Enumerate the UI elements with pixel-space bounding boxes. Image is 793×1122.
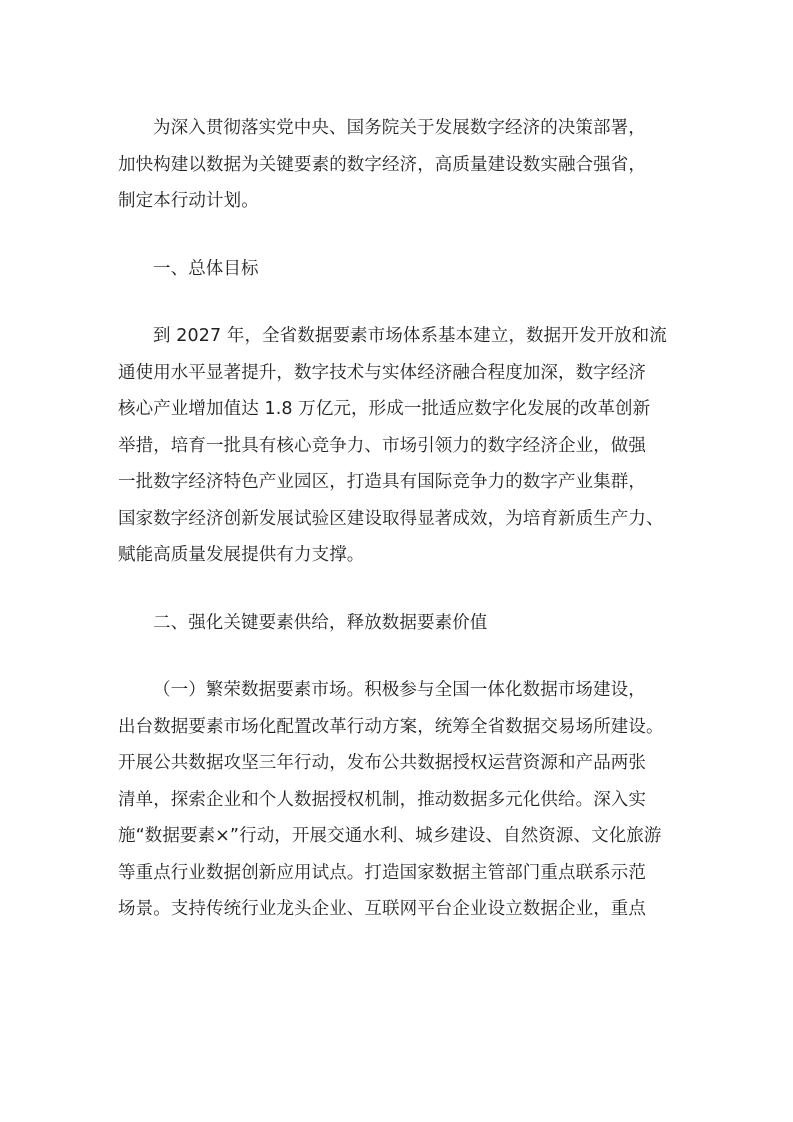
document-page <box>118 110 678 928</box>
heading-line: 二、强化关键要素供给，释放数据要素价值 <box>153 612 488 633</box>
paragraph-line: 清单，探索企业和个人数据授权机制，推动数据多元化供给。深入实 <box>118 789 646 810</box>
intro-paragraph <box>118 110 678 220</box>
paragraph-line: 等重点行业数据创新应用试点。打造国家数据主管部门重点联系示范 <box>118 862 646 883</box>
paragraph-line: 出台数据要素市场化配置改革行动方案，统筹全省数据交易场所建设。 <box>118 716 664 737</box>
paragraph-line: （一）繁荣数据要素市场。积极参与全国一体化数据市场建设， <box>153 680 646 700</box>
section-heading-supply <box>118 605 678 642</box>
paragraph-line: 一批数字经济特色产业园区，打造具有国际竞争力的数字产业集群， <box>118 472 646 492</box>
paragraph-line: 通使用水平显著提升，数字技术与实体经济融合程度加深，数字经济 <box>118 362 646 383</box>
paragraph-line: 制定本行动计划。 <box>118 191 259 211</box>
paragraph-line: 施“数据要素×”行动，开展交通水利、城乡建设、自然资源、文化旅游 <box>118 826 662 846</box>
goals-paragraph <box>118 318 678 574</box>
paragraph-line: 场景。支持传统行业龙头企业、互联网平台企业设立数据企业，重点 <box>118 899 646 919</box>
section-heading-goals <box>118 251 678 288</box>
paragraph-line: 为深入贯彻落实党中央、国务院关于发展数字经济的决策部署， <box>153 118 646 138</box>
paragraph-line: 开展公共数据攻坚三年行动，发布公共数据授权运营资源和产品两张 <box>118 753 646 773</box>
paragraph-line: 核心产业增加值达 1.8 万亿元，形成一批适应数字化发展的改革创新 <box>118 399 651 419</box>
paragraph-line: 国家数字经济创新发展试验区建设取得显著成效，为培育新质生产力、 <box>118 508 664 529</box>
section-1-paragraph <box>118 672 678 928</box>
heading-line: 一、总体目标 <box>153 258 259 279</box>
paragraph-line: 到 2027 年，全省数据要素市场体系基本建立，数据开发开放和流 <box>153 326 667 346</box>
paragraph-line: 赋能高质量发展提供有力支撑。 <box>118 545 365 565</box>
paragraph-line: 加快构建以数据为关键要素的数字经济，高质量建设数实融合强省， <box>118 154 646 175</box>
paragraph-line: 举措，培育一批具有核心竞争力、市场引领力的数字经济企业，做强 <box>118 435 646 456</box>
